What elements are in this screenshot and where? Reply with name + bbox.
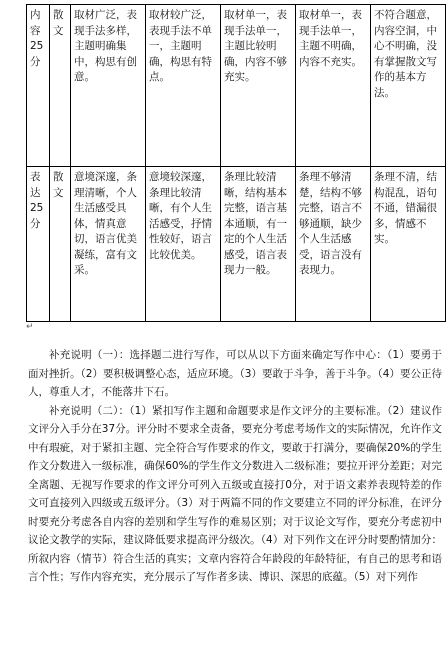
table-cell: 取材单一，表现手法单一，主题比较明确，内容不够充实。 bbox=[221, 5, 296, 167]
row-type-label: 散文 bbox=[50, 167, 71, 322]
table-cell: 取材较广泛，表现手法不单一，主题明确，构思有特点。 bbox=[146, 5, 221, 167]
table-cell: 不符合题意，内容空洞，中心不明确，没有掌握散文写作的基本方法。 bbox=[371, 5, 446, 167]
table-cell: 意境深邃，条理清晰，个人生活感受具体，情真意切，语言优美凝练，富有文采。 bbox=[71, 167, 146, 322]
table-cell: 意境较深邃，条理比较清晰，有个人生活感受，抒情性较好，语言比较优美。 bbox=[146, 167, 221, 322]
table-cell: 条理不够清楚，结构不够完整，语言不够通顺，缺少个人生活感受，语言没有表现力。 bbox=[296, 167, 371, 322]
row-side-label: 内容25分 bbox=[27, 5, 50, 167]
table-row-expression bbox=[27, 167, 446, 322]
table-cell: 取材单一，表现手法单一，主题不明确，内容不充实。 bbox=[296, 5, 371, 167]
row-side-label: 表达25分 bbox=[27, 167, 50, 322]
scoring-rubric-table bbox=[26, 4, 446, 322]
table-row-content bbox=[27, 5, 446, 167]
table-cell: 条理比较清晰，结构基本完整，语言基本通顺，有一定的个人生活感受，语言表现力一般。 bbox=[221, 167, 296, 322]
note-paragraph-2: 补充说明（二）：（1）紧扣写作主题和命题要求是作文评分的主要标准。（2）建议作文评分入手分在37分。评分时不要求全责备，要充分考虑考场作文的实际情况，允许作文中有瑕疵，对于紧扣主题、完全符合写作要求的作文，要敢于打满分，要确保20%的学生作文分数进入一级标准，确保60%的学生作文分数进入二级标准；要拉开评分差距；对完全离题、无视写作要求的作文评分可列入五级或直接打0分，对于语文素养表现特差的作文可直接列入四级或五级评分。（3）对于两篇不同的作文要建立不同的评分标准，在评分时要充分考虑各自内容的差别和学生写作的难易区别；对于议论文写作，要充分考虑初中议论文教学的实际，建议降低要求提高评分级次。（4）对下列作文在评分时要酌情加分：所叙内容（情节）符合生活的真实；文章内容符合年龄段的年龄特征，有自己的思考和语言个性；写作内容充实，充分展示了写作者多读、博识、深思的底蕴。（5）对下列作 bbox=[28, 404, 442, 583]
paragraph-mark-icon: ↵ bbox=[26, 322, 34, 332]
row-type-label: 散文 bbox=[50, 5, 71, 167]
table-cell: 取材广泛，表现手法多样，主题明确集中，构思有创意。 bbox=[71, 5, 146, 167]
table-cell: 条理不清，结构混乱，语句不通，错漏很多，情感不实。 bbox=[371, 167, 446, 322]
supplementary-notes bbox=[28, 346, 442, 587]
note-paragraph-1: 补充说明（一）：选择题二进行写作，可以从以下方面来确定写作中心：（1）要勇于面对挫折。（2）要积极调整心态，适应环境。（3）要敢于斗争，善于斗争。（4）要公正待人，尊重人才，不能落井下石。 bbox=[28, 349, 442, 398]
